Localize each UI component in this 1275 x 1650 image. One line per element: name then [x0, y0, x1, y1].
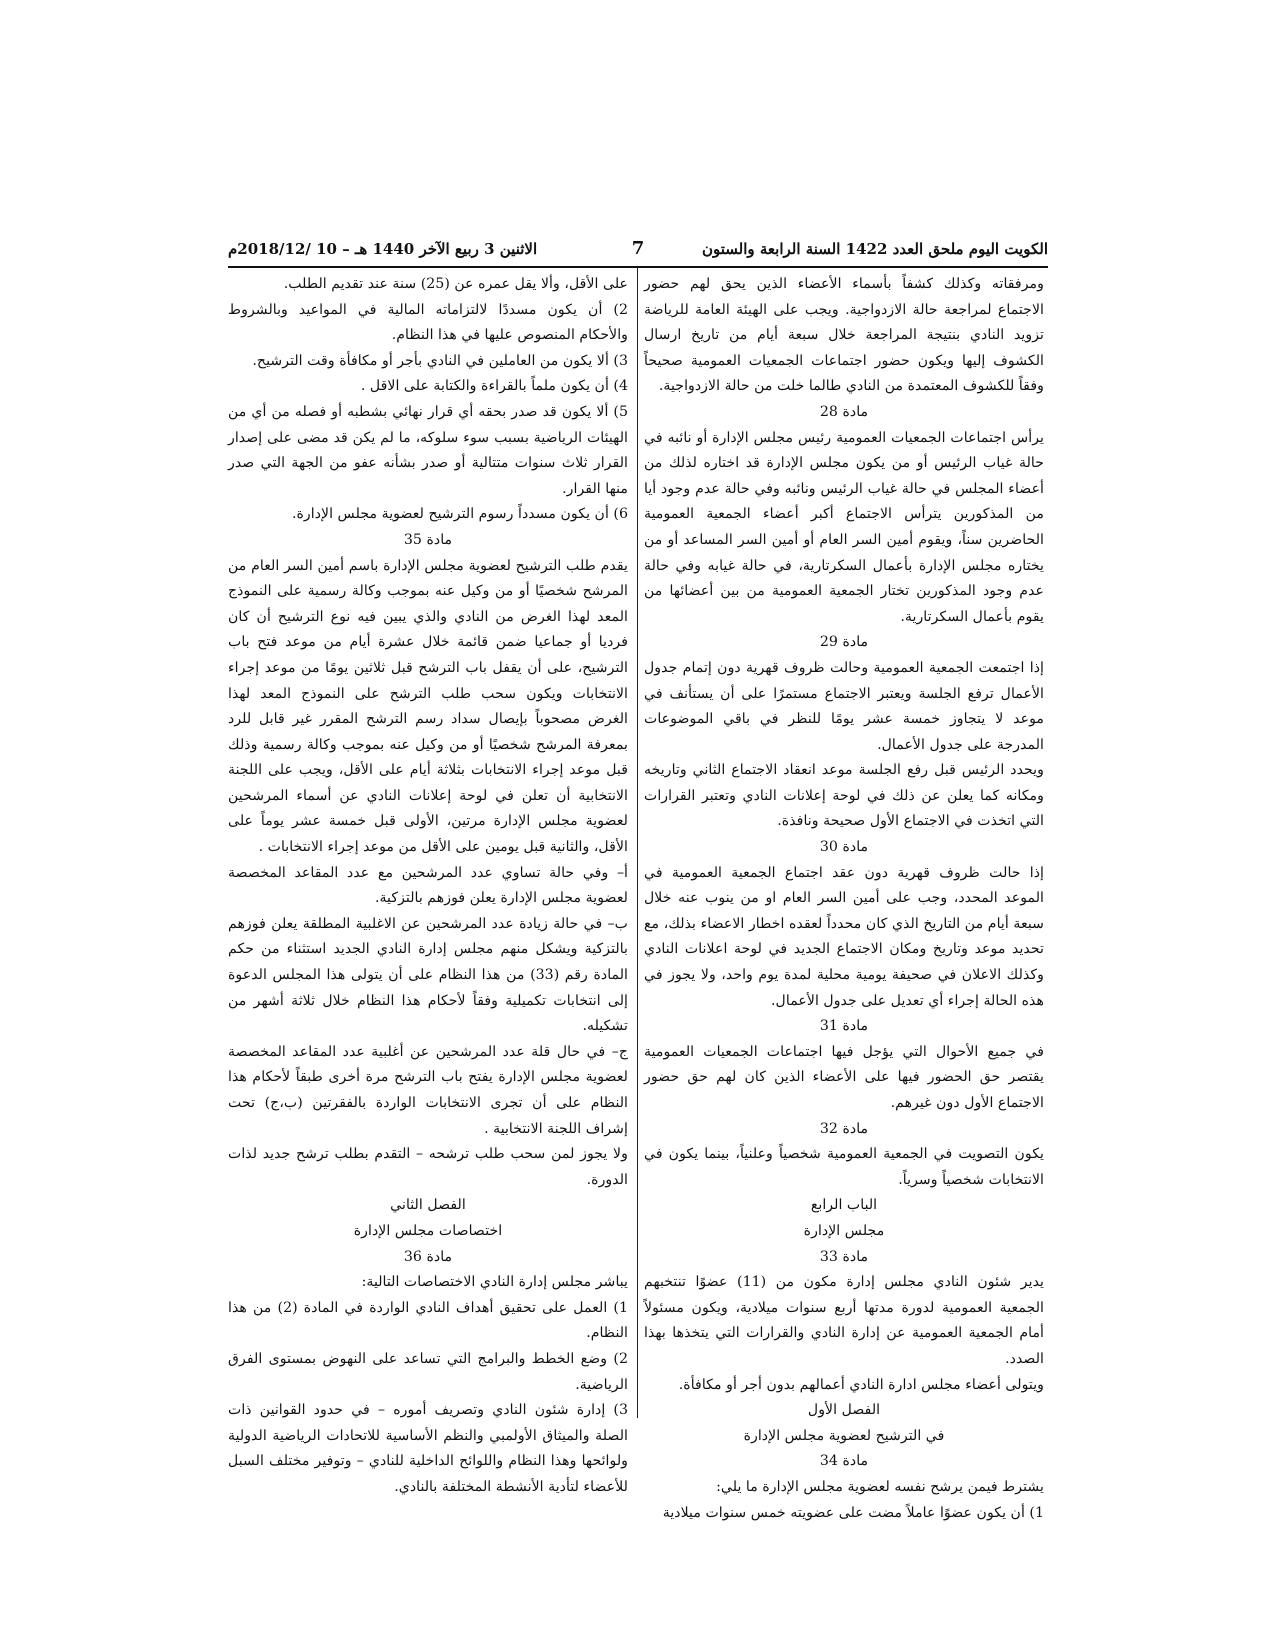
right-column — [644, 272, 1044, 1526]
section-heading: في الترشيح لعضوية مجلس الإدارة — [743, 1427, 945, 1444]
paragraph: في جميع الأحوال التي يؤجل فيها اجتماعات الجمعيات العمومية يقتصر حق الحضور فيها على الأعضاء الذين كان لهم حق حضور الاجتماع الأول دون غيرهم. — [644, 1043, 1044, 1111]
paragraph: ويتولى أعضاء مجلس ادارة النادي أعمالهم بدون أجر أو مكافأة. — [678, 1376, 1044, 1393]
page-header — [228, 240, 1048, 266]
paragraph: ب– في حالة زيادة عدد المرشحين عن الاغلبية المطلقة يعلن فوزهم بالتزكية ويشكل منهم مجلس إدارة النادي الجديد استثناء من حكم المادة رقم (33) من هذا النظام على أن يتولى هذا المجلس الدعوة إلى انتخابات تكميلية وفقاً لأحكام هذا النظام خلال ثلاثة أشهر من تشكيله. — [228, 915, 629, 1035]
paragraph: يدير شئون النادي مجلس إدارة مكون من (11) عضوًا تنتخبهم الجمعية العمومية لدورة مدتها أربع سنوات ميلادية، ويكون مسئولاً أمام الجمعية العمومية عن إدارة النادي والقرارات التي يتخذها بهذا الصدد. — [644, 1274, 1044, 1367]
paragraph: على الأقل، وألا يقل عمره عن (25) سنة عند تقديم الطلب. — [283, 276, 628, 292]
paragraph: يرأس اجتماعات الجمعيات العمومية رئيس مجلس الإدارة أو نائبه في حالة غياب الرئيس أو من يكون مجلس الإدارة قد اختاره لذلك من أعضاء المجلس في حالة غياب الرئيس ونائبه وفي حالة عدم وجود أيا من المذكورين يترأس الاجتماع أكبر أعضاء الجمعية العمومية الحاضرين سناً، ويقوم أمين السر العام أو أمين السر المساعد أو من يختاره مجلس الإدارة بأعمال السكرتارية، في حالة غيابه وفي حالة عدم وجود المذكورين تختار الجمعية العمومية من بين أعضائها من يقوم بأعمال السكرتارية. — [644, 429, 1044, 625]
paragraph: يشترط فيمن يرشح نفسه لعضوية مجلس الإدارة ما يلي: — [716, 1478, 1044, 1495]
left-column — [228, 272, 628, 1501]
paragraph: يقدم طلب الترشيح لعضوية مجلس الإدارة باسم أمين السر العام من المرشح شخصيًا أو من وكيل عنه بموجب وكالة رسمية على النموذج المعد لهذا الغرض من النادي والذي يبين فيه نوع الترشيح أن كان فرديا أو جماعيا ضمن قائمة خلال عشرة أيام من موعد فتح باب الترشيح، على أن يقفل باب الترشح قبل ثلاثين يومًا من موعد إجراء الانتخابات ويكون سحب طلب الترشح على النموذج المعد لهذا الغرض مصحوباً بإيصال سداد رسم الترشح المقرر غير قابل للرد بمعرفة المرشح شخصيًا أو من وكيل عنه بموجب وكالة رسمية وذلك قبل موعد إجراء الانتخابات بثلاثة أيام على الأقل، ويجب على اللجنة الانتخابية أن تعلن في لوحة إعلانات النادي عن أسماء المرشحين لعضوية مجلس الإدارة مرتين، الأولى قبل خمسة عشر يوماً على الأقل، والثانية قبل يومين على الأقل من موعد إجراء الانتخابات . — [228, 557, 628, 856]
article-heading: مادة 31 — [819, 1018, 869, 1035]
article-heading: مادة 35 — [403, 531, 453, 548]
section-heading: مجلس الإدارة — [803, 1222, 885, 1239]
paragraph: إذا حالت ظروف قهرية دون عقد اجتماع الجمعية العمومية في الموعد المحدد، وجب على أمين السر العام او من ينوب عنه خلال سبعة أيام من التاريخ الذي كان محدداً لعقده اخطار الاعضاء بذلك، مع تحديد موعد وتاريخ ومكان الاجتماع الجديد في لوحة اعلانات النادي وكذلك الاعلان في صحيفة يومية محلية لمدة يوم واحد، ولا يجوز في هذه الحالة إجراء أي تعديل على جدول الأعمال. — [644, 864, 1044, 1009]
paragraph: 2) أن يكون مسددًا لالتزاماته المالية في المواعيد وبالشروط والأحكام المنصوص عليها في هذا النظام. — [228, 301, 628, 344]
paragraph: 1) أن يكون عضوًا عاملاً مضت على عضويته خمس سنوات ميلادية — [662, 1504, 1044, 1521]
paragraph: 1) العمل على تحقيق أهداف النادي الواردة في المادة (2) من هذا النظام. — [228, 1299, 629, 1342]
article-heading: مادة 30 — [819, 839, 869, 856]
paragraph: ج– في حال قلة عدد المرشحين عن أغلبية عدد المقاعد المخصصة لعضوية مجلس الإدارة يفتح باب الترشح مرة أخرى طبقاً لأحكام هذا النظام على أن تجرى الانتخابات الواردة بالفقرتين (ب،ج) تحت إشراف اللجنة الانتخابية . — [228, 1043, 628, 1137]
paragraph: يباشر مجلس إدارة النادي الاختصاصات التالية: — [361, 1274, 628, 1291]
header-date: الاثنين 3 ربيع الآخر 1440 هـ – 10 /2018/12م — [228, 240, 538, 258]
paragraph: 6) أن يكون مسدداً رسوم الترشيح لعضوية مجلس الإدارة. — [291, 506, 628, 523]
article-heading: مادة 34 — [819, 1453, 869, 1470]
paragraph: 4) أن يكون ملماً بالقراءة والكتابة على الاقل . — [360, 378, 628, 395]
paragraph: ولا يجوز لمن سحب طلب ترشحه – التقدم بطلب ترشح جديد لذات الدورة. — [228, 1146, 628, 1188]
article-heading: مادة 33 — [819, 1248, 869, 1265]
header-rule — [228, 266, 1048, 268]
paragraph: ومرفقاته وكذلك كشفاً بأسماء الأعضاء الذين يحق لهم حضور الاجتماع لمراجعة حالة الازدواجية. ويجب على الهيئة العامة للرياضة تزويد النادي بنتيجة المراجعة خلال سبعة أيام من تاريخ ارسال الكشوف إليها ويكون حضور اجتماعات الجمعيات العمومية صحيحاً وفقاً للكشوف المعتمدة من النادي طالما خلت من حالة الازدواجية. — [644, 276, 1044, 395]
section-heading: اختصاصات مجلس الإدارة — [353, 1222, 503, 1239]
paragraph: ويحدد الرئيس قبل رفع الجلسة موعد انعقاد الاجتماع الثاني وتاريخه ومكانه كما يعلن عن ذلك في لوحة إعلانات النادي وتعتبر القرارات التي اتخذت في الاجتماع الأول صحيحة ونافذة. — [644, 762, 1044, 830]
article-heading: مادة 32 — [819, 1120, 869, 1137]
paragraph: 3) إدارة شئون النادي وتصريف أموره – في حدود القوانين ذات الصلة والميثاق الأولمبي والنظم الأساسية للاتحادات الرياضية الدولية ولوائحها وهذا النظام واللوائح الداخلية للنادي – وتوفير مختلف السبل للأعضاء لتأدية الأنشطة المختلفة بالنادي. — [228, 1402, 628, 1495]
header-publication: الكويت اليوم ملحق العدد 1422 السنة الرابعة والستون — [702, 240, 1048, 258]
article-heading: مادة 28 — [819, 403, 869, 420]
paragraph: 2) وضع الخطط والبرامج التي تساعد على النهوض بمستوى الفرق الرياضية. — [228, 1350, 628, 1393]
column-divider — [637, 268, 638, 1418]
paragraph: أ– وفي حالة تساوي عدد المرشحين مع عدد المقاعد المخصصة لعضوية مجلس الإدارة يعلن فوزهم بالتزكية. — [228, 864, 628, 907]
section-heading: الفصل الأول — [807, 1402, 881, 1419]
paragraph: إذا اجتمعت الجمعية العمومية وحالت ظروف قهرية دون إتمام جدول الأعمال ترفع الجلسة ويعتبر الاجتماع مستمرًا على أن يستأنف في موعد لا يتجاوز خمسة عشر يومًا للنظر في باقي الموضوعات المدرجة على جدول الأعمال. — [644, 659, 1044, 753]
article-heading: مادة 29 — [819, 634, 869, 651]
paragraph: 3) ألا يكون من العاملين في النادي بأجر أو مكافأة وقت الترشيح. — [252, 352, 628, 369]
section-heading: الباب الرابع — [810, 1197, 878, 1214]
paragraph: يكون التصويت في الجمعية العمومية شخصياً وعلنياً، بينما يكون في الانتخابات شخصياً وسرياً. — [644, 1146, 1044, 1188]
page-number: 7 — [631, 238, 645, 259]
paragraph: 5) ألا يكون قد صدر بحقه أي قرار نهائي بشطبه أو فصله من أي من الهيئات الرياضية بسبب سوء سلوكه، ما لم يكن قد مضى على إصدار القرار ثلاث سنوات متتالية أو صدر بشأنه عفو من الجهة التي صدر منها القرار. — [228, 403, 628, 497]
article-heading: مادة 36 — [403, 1248, 453, 1265]
section-heading: الفصل الثاني — [390, 1197, 466, 1214]
